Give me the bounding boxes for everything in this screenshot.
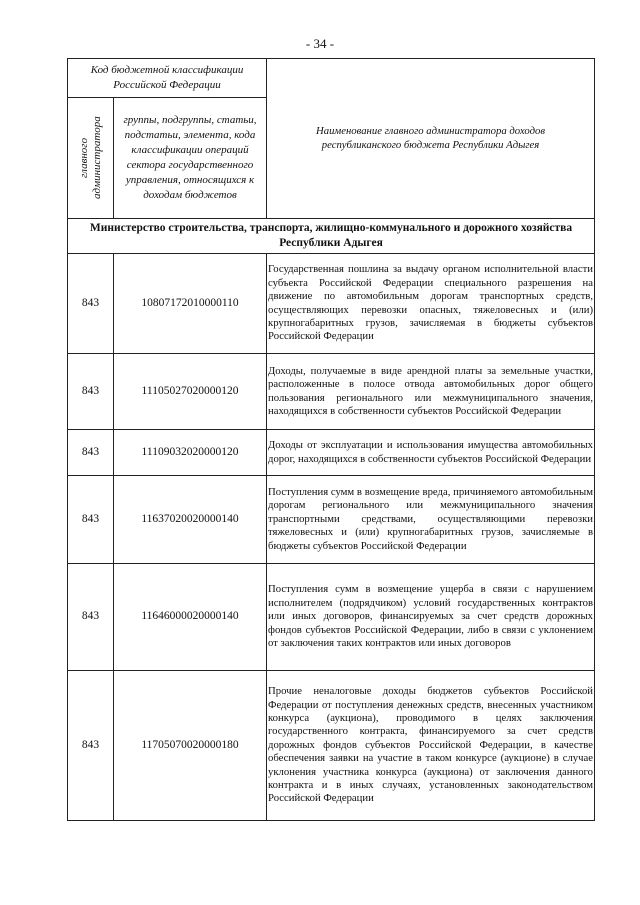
row-description: Поступления сумм в возмещение ущерба в связи с нарушением исполнителем (подрядчиком) условий государственных контрактов или иных договоров, финансируемых за счет средств дорожных фондов субъектов Российской Федерации, либо в связи с уклонением от заключения таких контрактов или иных договоров	[267, 564, 595, 671]
table-row	[68, 430, 595, 476]
row-admin: 843	[68, 564, 114, 671]
row-code: 11705070020000180	[114, 671, 267, 821]
header-row-top	[68, 59, 595, 98]
row-admin: 843	[68, 671, 114, 821]
row-admin: 843	[68, 430, 114, 476]
row-description: Поступления сумм в возмещение вреда, причиняемого автомобильным дорогам регионального или межмуниципального значения транспортными средствами, осуществляющими перевозки тяжеловесных и (или) крупногабаритных грузов, зачисляемые в бюджеты субъектов Российской Федерации	[267, 476, 595, 564]
row-code: 11109032020000120	[114, 430, 267, 476]
table-row	[68, 254, 595, 354]
row-description: Прочие неналоговые доходы бюджетов субъектов Российской Федерации от поступления денежных средств, внесенных участником конкурса (аукциона), проводимого в целях заключения государственного контракта, финансируемого за счет средств дорожных фондов субъектов Российской Федерации, в качестве обеспечения заявки на участие в таком конкурсе (аукционе) в случае уклонения участника конкурса (аукциона) от заключения данного контракта и в иных случаях, установленных законодательством Российской Федерации	[267, 671, 595, 821]
row-code: 11105027020000120	[114, 354, 267, 430]
section-row	[68, 219, 595, 254]
table-row	[68, 354, 595, 430]
header-detail-col: группы, подгруппы, статьи, подстатьи, элемента, кода классификации операций сектора государственного управления, относящихся к доходам бюджетов	[114, 98, 267, 219]
table-row	[68, 476, 595, 564]
row-code: 11637020020000140	[114, 476, 267, 564]
row-admin: 843	[68, 254, 114, 354]
page-number: - 34 -	[305, 36, 335, 51]
row-code: 11646000020000140	[114, 564, 267, 671]
row-admin: 843	[68, 354, 114, 430]
header-name-col	[267, 59, 595, 219]
row-description: Государственная пошлина за выдачу органом исполнительной власти субъекта Российской Федерации специального разрешения на движение по автомобильным дорогам транспортных средств, осуществляющих перевозки опасных, тяжеловесных и (или) крупногабаритных грузов, зачисляемая в бюджеты субъектов Российской Федерации	[267, 254, 595, 354]
table-row	[68, 564, 595, 671]
table-row	[68, 671, 595, 821]
row-description: Доходы от эксплуатации и использования имущества автомобильных дорог, находящихся в собственности субъектов Российской Федерации	[267, 430, 595, 476]
header-name-text: Наименование главного администратора доходов республиканского бюджета Республики Адыгея	[316, 125, 545, 151]
header-code-group: Код бюджетной классификации Российской Федерации	[68, 59, 267, 98]
row-code: 10807172010000110	[114, 254, 267, 354]
budget-classification-table	[67, 58, 595, 821]
section-title: Министерство строительства, транспорта, жилищно-коммунального и дорожного хозяйства Республики Адыгея	[68, 219, 595, 254]
header-admin-col	[68, 98, 114, 219]
header-admin-wrap	[69, 98, 112, 218]
header-admin-text: главного администратора	[77, 116, 103, 200]
row-description: Доходы, получаемые в виде арендной платы за земельные участки, расположенные в полосе отвода автомобильных дорог общего пользования регионального или межмуниципального значения, находящихся в собственности субъектов Российской Федерации	[267, 354, 595, 430]
row-admin: 843	[68, 476, 114, 564]
